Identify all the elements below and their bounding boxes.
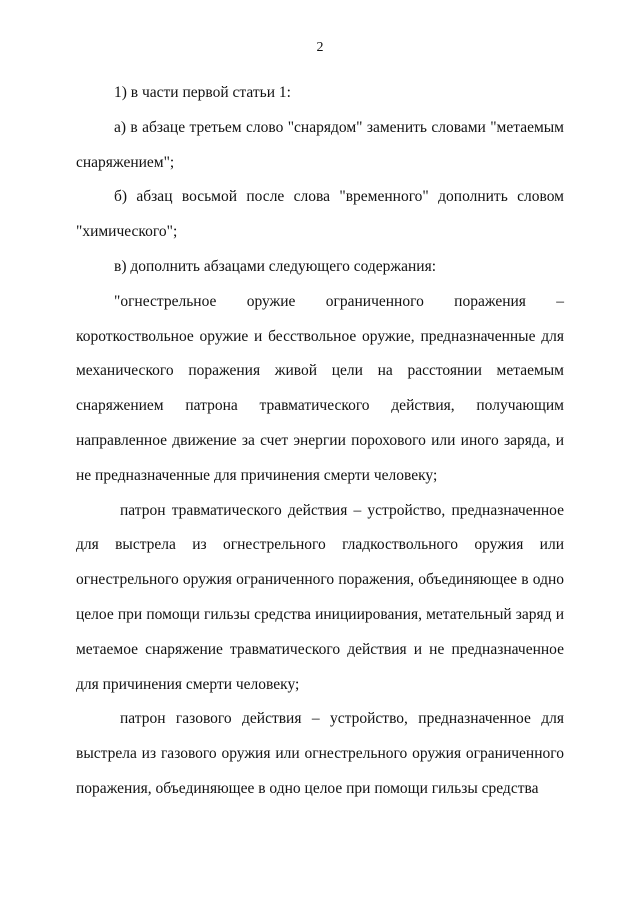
paragraph-subitem-a: а) в абзаце третьем слово "снарядом" заменить словами "метаемым снаряжением"; <box>76 118 564 171</box>
paragraph-item-1: 1) в части первой статьи 1: <box>114 84 291 101</box>
paragraph-definition-firearm: "огнестрельное оружие ограниченного поражения – короткоствольное оружие и бесствольное оружие, предназначенные для механического поражения живой цели на расстоянии метаемым снаряжением патрона травматического действия, получающим направленное движение за счет энергии порохового или иного заряда, и не предназначенные для причинения смерти человеку; <box>76 292 564 484</box>
page-number: 2 <box>316 40 324 55</box>
document-body <box>76 76 564 807</box>
paragraph-subitem-b: б) абзац восьмой после слова "временного" дополнить словом "химического"; <box>76 188 564 241</box>
paragraph-definition-gas-cartridge: патрон газового действия – устройство, предназначенное для выстрела из газового оружия или огнестрельного оружия ограниченного поражения, объединяющее в одно целое при помощи гильзы средства <box>76 710 564 797</box>
paragraph-subitem-v: в) дополнить абзацами следующего содержания: <box>114 257 437 275</box>
paragraph-definition-traumatic-cartridge: патрон травматического действия – устройство, предназначенное для выстрела из огнестрельного гладкоствольного оружия или огнестрельного оружия ограниченного поражения, объединяющее в одно целое при помощи гильзы средства инициирования, метательный заряд и метаемое снаряжение травматического действия и не предназначенное для причинения смерти человеку; <box>76 501 564 693</box>
